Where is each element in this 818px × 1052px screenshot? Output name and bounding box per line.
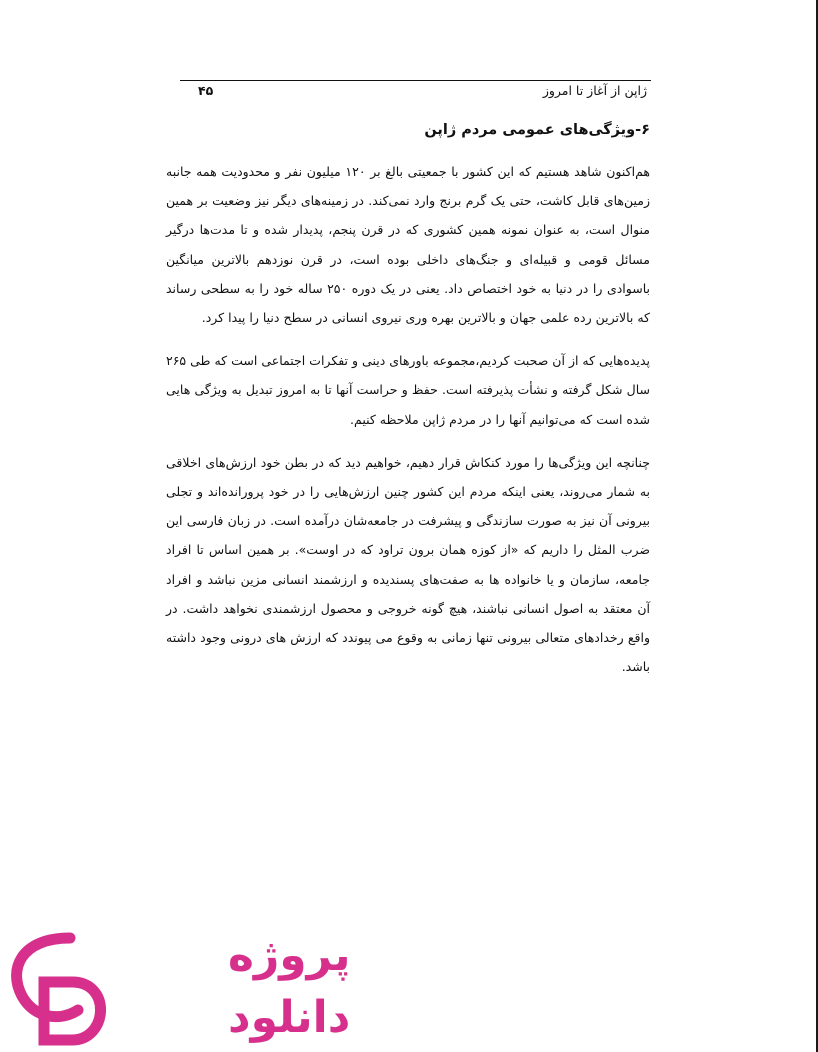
body-text bbox=[166, 157, 650, 695]
paragraph: پدیده‌هایی که از آن صحبت کردیم،مجموعه باورهای دینی و تفکرات اجتماعی است که طی ۲۶۵ سال شکل گرفته و نشأت پذیرفته است. حفظ و حراست آنها تا به امروز تبدیل به ویژگی هایی شده است که می‌توانیم آنها را در مردم ژاپن ملاحظه کنیم. bbox=[166, 353, 650, 427]
page-number: ۴۵ bbox=[198, 83, 214, 98]
paragraph: چنانچه این ویژگی‌ها را مورد کنکاش قرار دهیم، خواهیم دید که در بطن خود ارزش‌های اخلاقی به شمار می‌روند، یعنی اینکه مردم این کشور چنین ارزش‌هایی را در خود پرورانده‌اند و تجلی بیرونی آن نیز به صورت سازندگی و پیشرفت در جامعه‌شان درآمده است. در زبان فارسی این ضرب المثل را داریم که «از کوزه همان برون تراود که در اوست». بر همین اساس تا افراد جامعه، سازمان و یا خانواده ها به صفت‌های پسندیده و ارزشمند انسانی مزین نباشد و افراد آن معتقد به اصول انسانی نباشند، هیچ گونه خروجی و محصول ارزشمندی نخواهد داشت. در واقع رخدادهای متعالی بیرونی تنها زمانی به وقوع می پیوندد که ارزش های درونی وجود داشته باشد. bbox=[166, 454, 650, 675]
watermark-logo bbox=[0, 920, 351, 1052]
running-header bbox=[180, 80, 651, 101]
watermark-text-bottom: دانلود bbox=[228, 992, 351, 1043]
watermark-text-top: پروژه bbox=[228, 930, 351, 981]
book-title: ژاپن از آغاز تا امروز bbox=[542, 83, 647, 98]
paragraph: هم‌اکنون شاهد هستیم که این کشور با جمعیتی بالغ بر ۱۲۰ میلیون نفر و محدودیت همه جانبه زمین‌های قابل کاشت، حتی یک گرم برنج وارد نمی‌کند. در زمینه‌های دیگر نیز وضعیت بر همین منوال است، به عنوان نمونه همین کشوری که در قرن پنجم، پدیدار شده و تا مدت‌ها درگیر مسائل قومی و قبیله‌ای و جنگ‌های داخلی بوده است، در قرن نوزدهم بالاترین میانگین باسوادی را در دنیا به خود اختصاص داد. یعنی در یک دوره ۲۵۰ ساله خود را به سطحی رساند که بالاترین رده علمی جهان و بالاترین بهره وری نیروی انسانی در سطح دنیا را پیدا کرد. bbox=[166, 164, 650, 326]
section-title: ۶-ویژگی‌های عمومی مردم ژاپن bbox=[424, 122, 650, 138]
